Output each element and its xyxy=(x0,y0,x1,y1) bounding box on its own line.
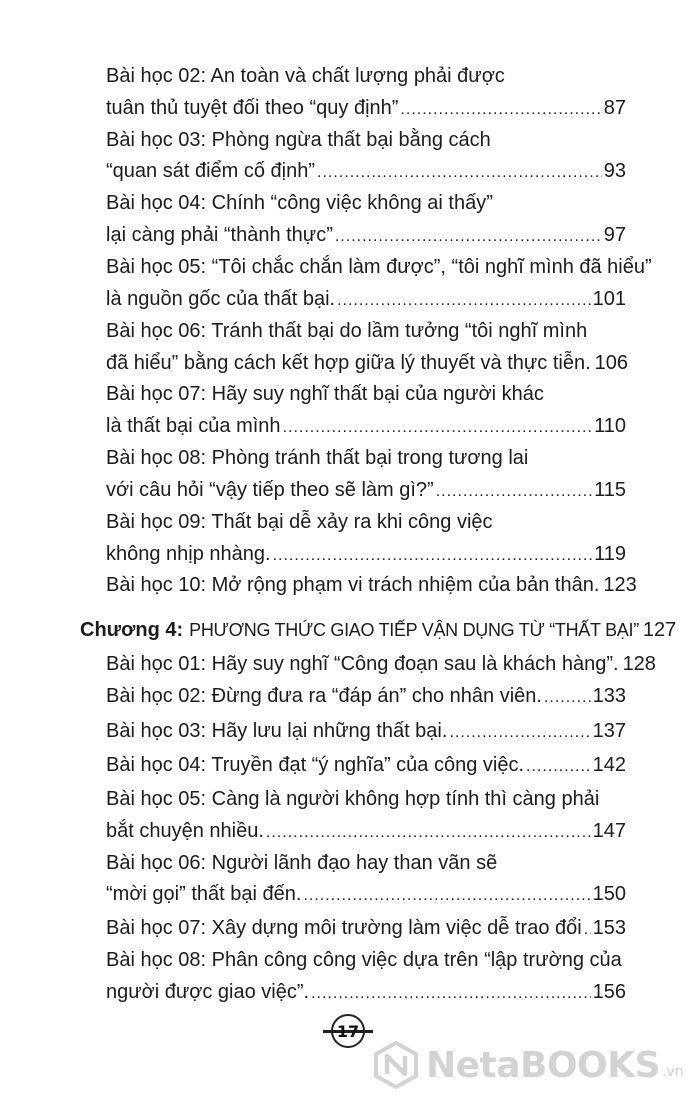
toc-entry-line: Bài học 05: Càng là người không hợp tính thì càng phải xyxy=(106,788,600,810)
dot-leader xyxy=(526,753,591,781)
toc-entry-line: “quan sát điểm cố định” ..... 93 xyxy=(106,157,626,187)
chapter-title: PHƯƠNG THỨC GIAO TIẾP VẬN DỤNG TỪ “THẤT BẠI” xyxy=(189,620,639,640)
dot-leader xyxy=(311,980,591,1008)
page-ref: 133 xyxy=(592,685,626,707)
page-ref: 101 xyxy=(592,288,626,310)
toc-entry-line: Bài học 04: Truyền đạt “ý nghĩa” của công việc. ..... 142 xyxy=(106,751,626,781)
dot-leader xyxy=(584,916,591,944)
dot-leader xyxy=(436,478,592,506)
dot-leader xyxy=(303,882,590,910)
page-ref: 123 xyxy=(603,574,637,596)
toc-entry-line: người được giao việc”. ..... 156 xyxy=(106,978,626,1008)
page-number: 17 xyxy=(331,1014,365,1048)
toc-entry-line: “mời gọi” thất bại đến. ..... 150 xyxy=(106,880,626,910)
dot-leader xyxy=(317,159,602,187)
toc-entry-line: Bài học 06: Tránh thất bại do lầm tưởng “tôi nghĩ mình xyxy=(106,320,588,342)
page-ref: 110 xyxy=(594,415,626,437)
page-ref: 156 xyxy=(592,981,626,1003)
page-ref: 87 xyxy=(603,97,626,119)
toc-entry-line: với câu hỏi “vậy tiếp theo sẽ làm gì?” ..... 115 xyxy=(106,476,626,506)
page-ref: 137 xyxy=(592,720,626,742)
page-ref: 142 xyxy=(592,754,626,776)
page-ref: 115 xyxy=(594,479,626,501)
dot-leader xyxy=(449,719,590,747)
dot-leader xyxy=(337,287,591,315)
page-ref: 93 xyxy=(603,160,626,182)
toc-entry-line: đã hiểu” bằng cách kết hợp giữa lý thuyết và thực tiễn. 106 xyxy=(106,349,626,379)
watermark-suffix: .vn xyxy=(662,1064,684,1080)
page-ref: 128 xyxy=(622,653,656,675)
page-ref: 147 xyxy=(592,820,626,842)
toc-entry-line: Bài học 05: “Tôi chắc chắn làm được”, “tôi nghĩ mình đã hiểu” xyxy=(106,256,652,278)
dot-leader xyxy=(266,819,591,847)
toc-entry-line: Bài học 08: Phòng tránh thất bại trong tương lai xyxy=(106,447,529,469)
chapter-label: Chương 4: xyxy=(80,619,184,641)
dot-leader xyxy=(400,96,601,124)
toc-entry-line: Bài học 02: Đừng đưa ra “đáp án” cho nhân viên. ..... 133 xyxy=(106,682,626,712)
toc-entry-line: Bài học 02: An toàn và chất lượng phải được xyxy=(106,65,505,87)
watermark xyxy=(372,1040,684,1090)
toc-entry-line: Bài học 07: Xây dựng môi trường làm việc dễ trao đổi ..... 153 xyxy=(106,914,626,944)
toc-entry-line: không nhịp nhàng. ..... 119 xyxy=(106,540,626,570)
toc-entry-line: Bài học 10: Mở rộng phạm vi trách nhiệm của bản thân. 123 xyxy=(106,571,626,601)
toc-entry-line: là thất bại của mình ..... 110 xyxy=(106,412,626,442)
watermark-brand: NetaBOOKS xyxy=(426,1044,661,1086)
toc-entry-line: Bài học 03: Hãy lưu lại những thất bại. ..... 137 xyxy=(106,717,626,747)
dot-leader xyxy=(544,684,591,712)
page-ref: 153 xyxy=(592,917,626,939)
page-ref: 97 xyxy=(603,224,626,246)
chapter-heading xyxy=(80,616,677,646)
dot-leader xyxy=(273,542,593,570)
toc-entry-line: Bài học 04: Chính “công việc không ai thấy” xyxy=(106,192,493,214)
toc-entry-line: là nguồn gốc của thất bại. ..... 101 xyxy=(106,285,626,315)
page-ref: 150 xyxy=(592,883,626,905)
toc-entry-line: Bài học 03: Phòng ngừa thất bại bằng cách xyxy=(106,129,491,151)
toc-entry-line: tuân thủ tuyệt đối theo “quy định” ..... 87 xyxy=(106,94,626,124)
toc-entry-line: Bài học 07: Hãy suy nghĩ thất bại của người khác xyxy=(106,383,544,405)
page-ref: 106 xyxy=(594,352,628,374)
dot-leader xyxy=(283,414,593,442)
toc-entry-line: Bài học 01: Hãy suy nghĩ “Công đoạn sau là khách hàng”. 128 xyxy=(106,650,626,680)
toc-entry-line: Bài học 08: Phân công công việc dựa trên “lập trường của xyxy=(106,949,622,971)
toc-entry-line: bắt chuyện nhiều. ..... 147 xyxy=(106,817,626,847)
toc-entry-line: Bài học 06: Người lãnh đạo hay than vãn sẽ xyxy=(106,852,498,874)
page-ref: 119 xyxy=(594,543,626,565)
page-ref: 127 xyxy=(642,619,677,641)
toc-entry-line: lại càng phải “thành thực” ..... 97 xyxy=(106,221,626,251)
dot-leader xyxy=(335,223,602,251)
toc-entry-line: Bài học 09: Thất bại dễ xảy ra khi công việc xyxy=(106,511,493,533)
netabooks-logo-icon xyxy=(372,1041,420,1089)
